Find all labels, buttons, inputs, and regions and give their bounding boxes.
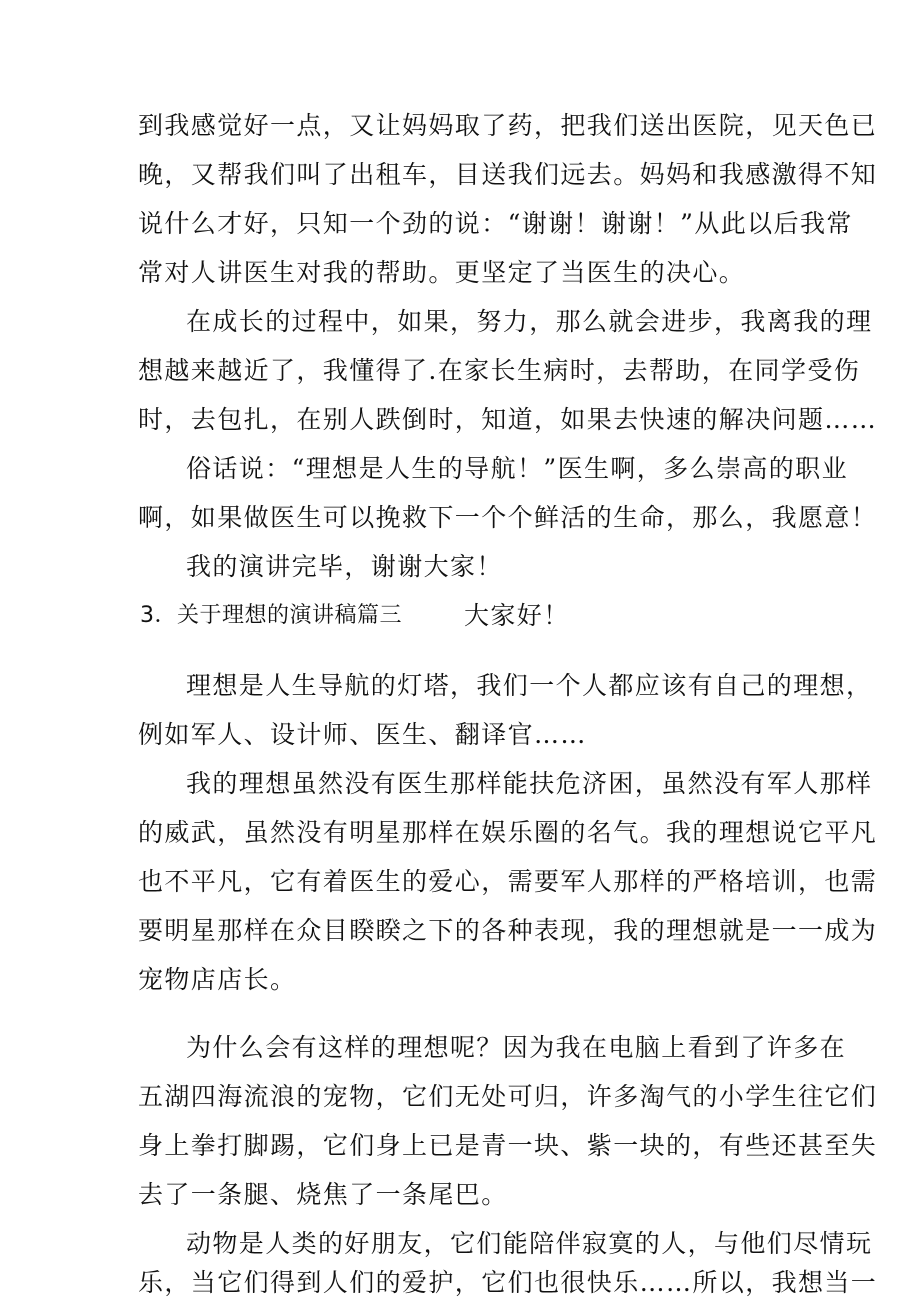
text-line: 身上拳打脚踢，它们身上已是青一块、紫一块的，有些还甚至失 [138, 1131, 878, 1160]
text-line: 宠物店店长。 [138, 965, 297, 994]
text-line: 常对人讲医生对我的帮助。更坚定了当医生的决心。 [138, 258, 746, 287]
section-heading [140, 601, 920, 631]
text-line: 俗话说：“理想是人生的导航！”医生啊，多么崇高的职业 [186, 454, 848, 483]
text-line: 我的演讲完毕，谢谢大家！ [186, 552, 503, 581]
text-line: 想越来越近了，我懂得了.在家长生病时，去帮助，在同学受伤 [138, 356, 861, 385]
text-line: 要明星那样在众目睽睽之下的各种表现，我的理想就是一一成为 [138, 916, 878, 945]
text-line: 五湖四海流浪的宠物，它们无处可归，许多淘气的小学生往它们 [138, 1082, 878, 1111]
text-line: 动物是人类的好朋友，它们能陪伴寂寞的人，与他们尽情玩 [186, 1229, 873, 1258]
text-line: 晚，又帮我们叫了出租车，目送我们远去。妈妈和我感激得不知 [138, 160, 878, 189]
text-line: 例如军人、设计师、医生、翻译官…… [138, 720, 587, 749]
text-line: 在成长的过程中，如果，努力，那么就会进步，我离我的理 [186, 307, 873, 336]
section-title: 3．关于理想的演讲稿篇三 [140, 603, 402, 628]
text-line: 我的理想虽然没有医生那样能扶危济困，虽然没有军人那样 [186, 769, 873, 798]
text-line: 说什么才好，只知一个劲的说：“谢谢！谢谢！”从此以后我常 [138, 209, 853, 238]
section-greeting: 大家好！ [464, 601, 570, 630]
text-line: 理想是人生导航的灯塔，我们一个人都应该有自己的理想， [186, 671, 873, 700]
text-line: 去了一条腿、烧焦了一条尾巴。 [138, 1180, 508, 1209]
text-line: 到我感觉好一点，又让妈妈取了药，把我们送出医院，见天色已 [138, 111, 878, 140]
text-line: 也不平凡，它有着医生的爱心，需要军人那样的严格培训，也需 [138, 867, 878, 896]
text-line: 啊，如果做医生可以挽救下一个个鲜活的生命，那么，我愿意！ [138, 503, 878, 532]
text-line: 为什么会有这样的理想呢？因为我在电脑上看到了许多在 [186, 1033, 847, 1062]
text-line: 时，去包扎，在别人跌倒时，知道，如果去快速的解决问题…… [138, 405, 878, 434]
text-line: 的威武，虽然没有明星那样在娱乐圈的名气。我的理想说它平凡 [138, 818, 878, 847]
text-line: 乐，当它们得到人们的爱护，它们也很快乐……所以，我想当一 [138, 1268, 878, 1297]
